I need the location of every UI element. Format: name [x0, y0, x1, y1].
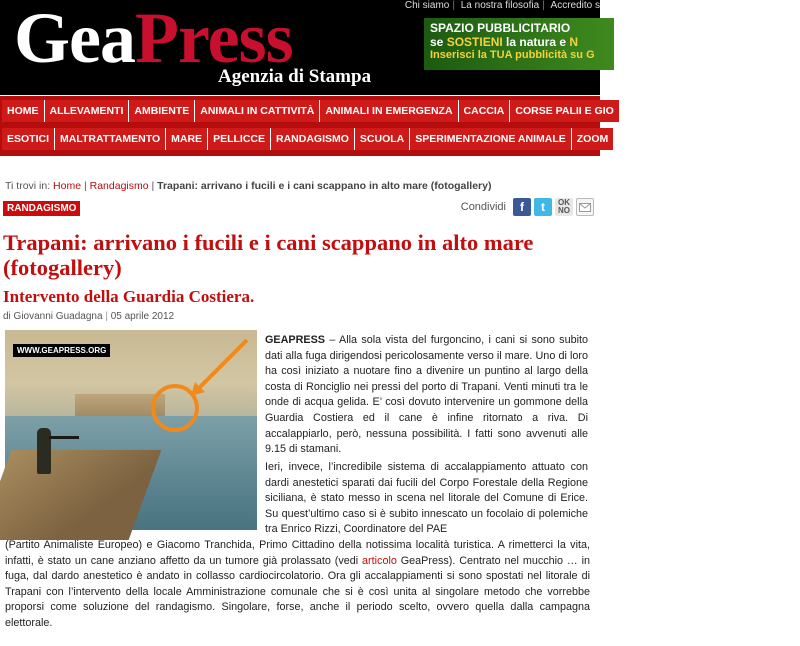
byline: di Giovanni Guadagna | 05 aprile 2012: [3, 311, 175, 322]
nav-item-corse-palii[interactable]: CORSE PALII E GIO: [510, 100, 619, 122]
nav-item-randagismo[interactable]: RANDAGISMO: [271, 128, 355, 150]
nav-row-2: [0, 128, 800, 150]
top-links: [402, 0, 600, 11]
share-bar: [461, 198, 594, 216]
nav-row-1: [0, 100, 800, 122]
breadcrumb-category[interactable]: Randagismo: [89, 180, 149, 192]
nav-item-animali-in-emergenza[interactable]: ANIMALI IN EMERGENZA: [320, 100, 458, 122]
orange-circle-arrow: [5, 330, 257, 530]
article-lead: [265, 333, 588, 458]
site-tagline: Agenzia di Stampa: [218, 66, 372, 87]
site-logo[interactable]: [14, 0, 293, 78]
site-header: [0, 0, 600, 95]
top-link-accredito[interactable]: Accredito s: [550, 0, 600, 11]
article-title: Trapani: arrivano i fucili e i cani scappano in alto mare (fotogallery): [3, 230, 534, 280]
ad-line2: se SOSTIENI la natura e N: [430, 35, 579, 49]
nav-item-caccia[interactable]: CACCIA: [459, 100, 511, 122]
author: di Giovanni Guadagna: [3, 311, 103, 322]
logo-press: Press: [134, 0, 293, 78]
breadcrumb-prefix: Ti trovi in:: [5, 180, 51, 192]
ad-banner[interactable]: [424, 18, 614, 70]
nav-item-pellicce[interactable]: PELLICCE: [208, 128, 271, 150]
ad-line1: SPAZIO PUBBLICITARIO: [430, 21, 571, 35]
nav-item-allevamenti[interactable]: ALLEVAMENTI: [45, 100, 130, 122]
mail-icon[interactable]: [576, 198, 594, 216]
article-subtitle: Intervento della Guardia Costiera.: [3, 287, 255, 306]
nav-item-sperimentazione[interactable]: SPERIMENTAZIONE ANIMALE: [410, 128, 572, 150]
ad-line3: Inserisci la TUA pubblicità su G: [430, 49, 595, 61]
articolo-link[interactable]: articolo: [362, 554, 397, 567]
nav-item-mare[interactable]: MARE: [166, 128, 208, 150]
separator: |: [452, 0, 455, 11]
photo-watermark: WWW.GEAPRESS.ORG: [13, 344, 110, 357]
article-paragraph-2-bottom: (Partito Animaliste Europeo) e Giacomo Tranchida, Primo Cittadino della notissima località turistica. A rimetterci la vita, infatti, è stato un cane anziano affetto da un tumore già prolassato (vedi articolo GeaPress). Centrato nel mucchio … in fuga, dal dardo anestetico è andato in collasso cardiocircolatorio. Ora gli accalappiamenti si sono spostati nel litorale di Trapani con l’intervento della locale Amministrazione comunale che si è così unita al singolare metodo che vorrebbe proporsi come soluzione del randagismo. Singolare, forse, anche il periodo scelto, ovvero quella dalla campagna elettorale.: [5, 539, 590, 629]
logo-gea: Gea: [14, 0, 135, 78]
share-label: Condividi: [460, 201, 506, 213]
breadcrumb: Ti trovi in: Home | Randagismo | Trapani: arrivano i fucili e i cani scappano in alto mare (fotogallery): [5, 180, 492, 192]
breadcrumb-current: Trapani: arrivano i fucili e i cani scappano in alto mare (fotogallery): [157, 180, 492, 192]
top-link-filosofia[interactable]: La nostra filosofia: [460, 0, 540, 11]
date: 05 aprile 2012: [110, 311, 175, 322]
nav-item-ambiente[interactable]: AMBIENTE: [129, 100, 195, 122]
twitter-icon[interactable]: t: [534, 198, 552, 216]
top-link-chi-siamo[interactable]: Chi siamo: [404, 0, 450, 11]
lead-text: – Alla sola vista del furgoncino, i cani si sono subito dati alla fuga dirigendosi pericolosamente verso il mare. Uno di loro ha così iniziato a nuotare fino a divenire un puntino al largo della costa di Ronciglio nei pressi del porto di Trapani. Venti minuti tra le onde di acqua gelida. E’ così dovuto intervenire un gommone della Guardia Costiera ed il cane è infine ritornato a riva. Di accalappiarlo, però, nessuna possibilità. I fatti sono avvenuti alle 9.15 di stamani.: [265, 334, 588, 456]
lead-source: GEAPRESS: [265, 334, 325, 346]
article-paragraph-2-top: Ieri, invece, l’incredibile sistema di accalappiamento attuato con dardi anestetici sparati dai fucili del Corpo Forestale della Regione siciliana, è stato messo in scena nel litorale del Comune di Erice. Su quest’ultimo caso si è subito innescato un focolaio di polemiche tra Enrico Rizzi, Coordinatore del PAE: [265, 461, 588, 536]
breadcrumb-home[interactable]: Home: [53, 180, 82, 192]
oknotizie-icon[interactable]: OK NO: [555, 198, 573, 216]
nav-item-zoom[interactable]: ZOOM: [572, 128, 615, 150]
nav-item-animali-in-cattivita[interactable]: ANIMALI IN CATTIVITÀ: [195, 100, 320, 122]
category-badge[interactable]: RANDAGISMO: [3, 201, 80, 216]
separator: |: [542, 0, 545, 11]
nav-item-home[interactable]: HOME: [2, 100, 45, 122]
nav-item-maltrattamento[interactable]: MALTRATTAMENTO: [55, 128, 166, 150]
nav-item-scuola[interactable]: SCUOLA: [355, 128, 410, 150]
nav-item-esotici[interactable]: ESOTICI: [2, 128, 55, 150]
article-photo[interactable]: [5, 330, 257, 530]
facebook-icon[interactable]: f: [513, 198, 531, 216]
main-nav: [0, 96, 614, 156]
